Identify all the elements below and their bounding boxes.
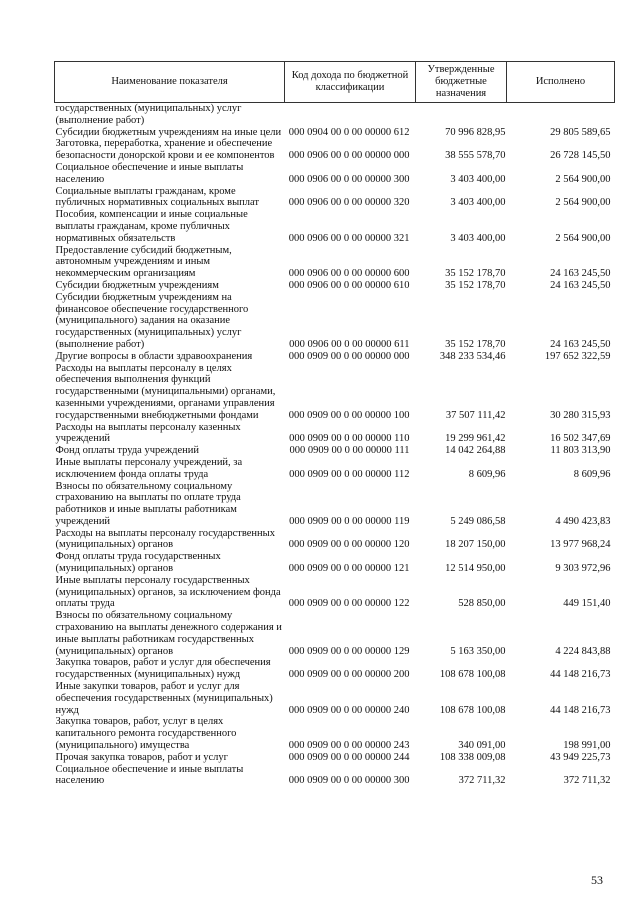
row-code-cell: 000 0909 00 0 00 00000 240 (288, 704, 410, 716)
row-code-cell: 000 0909 00 0 00 00000 243 (288, 740, 410, 752)
table-row (55, 245, 615, 280)
table-row (55, 551, 615, 575)
row-executed-cell: 8 609,96 (573, 468, 611, 480)
table-row (55, 209, 615, 244)
table-row (55, 716, 615, 751)
row-code-cell: 000 0909 00 0 00 00000 100 (288, 409, 410, 421)
row-code-cell: 000 0909 00 0 00 00000 200 (288, 669, 410, 681)
row-executed-cell: 24 163 245,50 (550, 279, 611, 291)
row-name-cell: Социальное обеспечение и иные выплаты населению (55, 161, 244, 185)
table-row (55, 610, 615, 657)
row-approved-cell: 19 299 961,42 (445, 433, 506, 445)
table-body (55, 103, 615, 788)
table-row (55, 481, 615, 528)
table-row (55, 752, 615, 764)
header-budget-code: Код дохода по бюджетной классификации (285, 62, 416, 103)
row-executed-cell: 449 151,40 (563, 598, 611, 610)
table-row (55, 292, 615, 351)
row-name-cell: государственных (муниципальных) услуг (выполнение работ) (55, 103, 242, 126)
row-executed-cell: 26 728 145,50 (550, 150, 611, 162)
row-name-cell: Социальные выплаты гражданам, кроме публичных нормативных социальных выплат (55, 185, 259, 209)
row-approved-cell (416, 103, 507, 127)
table-row (55, 186, 615, 210)
row-name-cell: Закупка товаров, работ, услуг в целях капитального ремонта государственного (муниципального) имущества (55, 716, 237, 752)
row-approved-cell: 108 678 100,08 (439, 669, 506, 681)
row-executed-cell: 2 564 900,00 (555, 197, 611, 209)
row-approved-cell: 70 996 828,95 (445, 126, 506, 138)
row-name-cell: Субсидии бюджетным учреждениям на иные цели (55, 126, 282, 138)
row-executed-cell: 13 977 968,24 (550, 539, 611, 551)
row-approved-cell: 372 711,32 (458, 775, 506, 787)
row-approved-cell: 14 042 264,88 (445, 445, 506, 457)
table-row (55, 422, 615, 446)
row-approved-cell: 38 555 578,70 (445, 150, 506, 162)
row-code-cell: 000 0909 00 0 00 00000 112 (289, 468, 410, 480)
row-code-cell: 000 0904 00 0 00 00000 612 (288, 126, 410, 138)
row-code-cell: 000 0906 00 0 00 00000 321 (288, 232, 410, 244)
row-name-cell: Фонд оплаты труда учреждений (55, 445, 199, 457)
row-name-cell: Иные выплаты персоналу учреждений, за исключением фонда оплаты труда (55, 456, 243, 480)
row-executed-cell: 24 163 245,50 (550, 268, 611, 280)
row-executed-cell: 16 502 347,69 (550, 433, 611, 445)
row-code-cell: 000 0909 00 0 00 00000 000 (288, 350, 410, 362)
row-executed-cell: 2 564 900,00 (555, 173, 611, 185)
row-executed-cell: 2 564 900,00 (555, 232, 611, 244)
row-executed-cell: 9 303 972,96 (555, 563, 611, 575)
row-code-cell: 000 0909 00 0 00 00000 120 (288, 539, 410, 551)
row-executed-cell (507, 103, 615, 127)
table-row (55, 445, 615, 457)
row-code-cell: 000 0909 00 0 00 00000 244 (288, 751, 410, 763)
row-approved-cell: 3 403 400,00 (450, 173, 506, 185)
row-approved-cell: 108 678 100,08 (439, 704, 506, 716)
row-executed-cell: 198 991,00 (563, 740, 611, 752)
table-row (55, 127, 615, 139)
table-row (55, 363, 615, 422)
row-code-cell (285, 103, 416, 127)
table-row (55, 764, 615, 788)
row-executed-cell: 44 148 216,73 (550, 704, 611, 716)
row-name-cell: Субсидии бюджетным учреждениям (55, 279, 219, 291)
row-executed-cell: 4 224 843,88 (555, 645, 611, 657)
row-name-cell: Субсидии бюджетным учреждениям на финансовое обеспечение государственного (муниципального) задания на оказание государственных (муниципальных) услуг (выполнение работ) (55, 291, 249, 350)
table-row (55, 280, 615, 292)
row-name-cell: Взносы по обязательному социальному страхованию на выплаты по оплате труда работников и иные выплаты работникам учреждений (55, 480, 241, 527)
row-name-cell: Другие вопросы в области здравоохранения (55, 350, 253, 362)
row-executed-cell: 24 163 245,50 (550, 338, 611, 350)
row-executed-cell: 11 803 313,90 (550, 445, 611, 457)
row-executed-cell: 44 148 216,73 (550, 669, 611, 681)
row-name-cell: Расходы на выплаты персоналу государственных (муниципальных) органов (55, 527, 275, 551)
table-row (55, 162, 615, 186)
header-approved-appropriations: Утвержденные бюджетные назначения (416, 62, 507, 103)
row-approved-cell: 5 163 350,00 (450, 645, 506, 657)
row-approved-cell: 18 207 150,00 (445, 539, 506, 551)
table-row (55, 528, 615, 552)
table-row (55, 138, 615, 162)
row-name-cell: Расходы на выплаты персоналу казенных учреждений (55, 421, 241, 445)
row-code-cell: 000 0906 00 0 00 00000 320 (288, 197, 410, 209)
table-row (55, 681, 615, 716)
row-executed-cell: 372 711,32 (563, 775, 611, 787)
row-name-cell: Фонд оплаты труда государственных (муниципальных) органов (55, 551, 221, 575)
row-name-cell: Заготовка, переработка, хранение и обеспечение безопасности донорской крови и ее компонентов (55, 138, 275, 162)
row-code-cell: 000 0909 00 0 00 00000 110 (289, 433, 410, 445)
row-code-cell: 000 0909 00 0 00 00000 122 (288, 598, 410, 610)
row-approved-cell: 35 152 178,70 (445, 268, 506, 280)
row-name-cell: Расходы на выплаты персоналу в целях обеспечения выполнения функций государственными (муниципальными) органами, казенными учреждениями, органами управления государственными внебюджетными фондами (55, 362, 276, 421)
row-code-cell: 000 0906 00 0 00 00000 600 (288, 268, 410, 280)
row-code-cell: 000 0909 00 0 00 00000 121 (288, 563, 410, 575)
row-executed-cell: 29 805 589,65 (550, 126, 611, 138)
row-name-cell: Закупка товаров, работ и услуг для обеспечения государственных (муниципальных) нужд (55, 657, 271, 681)
row-approved-cell: 108 338 009,08 (439, 751, 506, 763)
row-executed-cell: 197 652 322,59 (544, 350, 611, 362)
row-code-cell: 000 0909 00 0 00 00000 129 (288, 645, 410, 657)
row-code-cell: 000 0909 00 0 00 00000 111 (289, 445, 410, 457)
table-row (55, 657, 615, 681)
row-approved-cell: 3 403 400,00 (450, 232, 506, 244)
row-name-cell: Прочая закупка товаров, работ и услуг (55, 751, 228, 763)
row-code-cell: 000 0909 00 0 00 00000 300 (288, 775, 410, 787)
table-header-row (55, 62, 615, 103)
row-name-cell: Иные закупки товаров, работ и услуг для обеспечения государственных (муниципальных) нужд (55, 681, 273, 716)
row-approved-cell: 37 507 111,42 (445, 409, 506, 421)
row-name-cell: Иные выплаты персоналу государственных (муниципальных) органов, за исключением фонда оплаты труда (55, 574, 281, 610)
page-number: 53 (591, 873, 603, 887)
row-executed-cell: 30 280 315,93 (550, 409, 611, 421)
table-row (55, 575, 615, 610)
row-name-cell: Взносы по обязательному социальному страхованию на выплаты денежного содержания и иные выплаты работникам государственных (муниципальных) органов (55, 610, 282, 657)
header-indicator-name: Наименование показателя (55, 62, 285, 103)
row-executed-cell: 4 490 423,83 (555, 515, 611, 527)
row-approved-cell: 35 152 178,70 (445, 338, 506, 350)
row-code-cell: 000 0906 00 0 00 00000 000 (288, 150, 410, 162)
row-executed-cell: 43 949 225,73 (550, 751, 611, 763)
row-approved-cell: 348 233 534,46 (439, 350, 506, 362)
row-code-cell: 000 0909 00 0 00 00000 119 (289, 515, 410, 527)
row-approved-cell: 35 152 178,70 (445, 279, 506, 291)
row-approved-cell: 5 249 086,58 (450, 515, 506, 527)
row-approved-cell: 8 609,96 (468, 468, 506, 480)
row-name-cell: Предоставление субсидий бюджетным, автономным учреждениям и иным некоммерческим организациям (55, 244, 232, 280)
row-name-cell: Социальное обеспечение и иные выплаты населению (55, 763, 244, 787)
header-executed: Исполнено (507, 62, 615, 103)
row-code-cell: 000 0906 00 0 00 00000 300 (288, 173, 410, 185)
row-approved-cell: 12 514 950,00 (445, 563, 506, 575)
table-row (55, 351, 615, 363)
row-code-cell: 000 0906 00 0 00 00000 610 (288, 279, 410, 291)
row-name-cell: Пособия, компенсации и иные социальные выплаты гражданам, кроме публичных нормативных обязательств (55, 209, 248, 244)
row-approved-cell: 528 850,00 (458, 598, 506, 610)
table-row (55, 103, 615, 127)
row-approved-cell: 340 091,00 (458, 740, 506, 752)
budget-execution-table (54, 61, 615, 787)
row-code-cell: 000 0906 00 0 00 00000 611 (289, 338, 410, 350)
row-approved-cell: 3 403 400,00 (450, 197, 506, 209)
table-row (55, 457, 615, 481)
